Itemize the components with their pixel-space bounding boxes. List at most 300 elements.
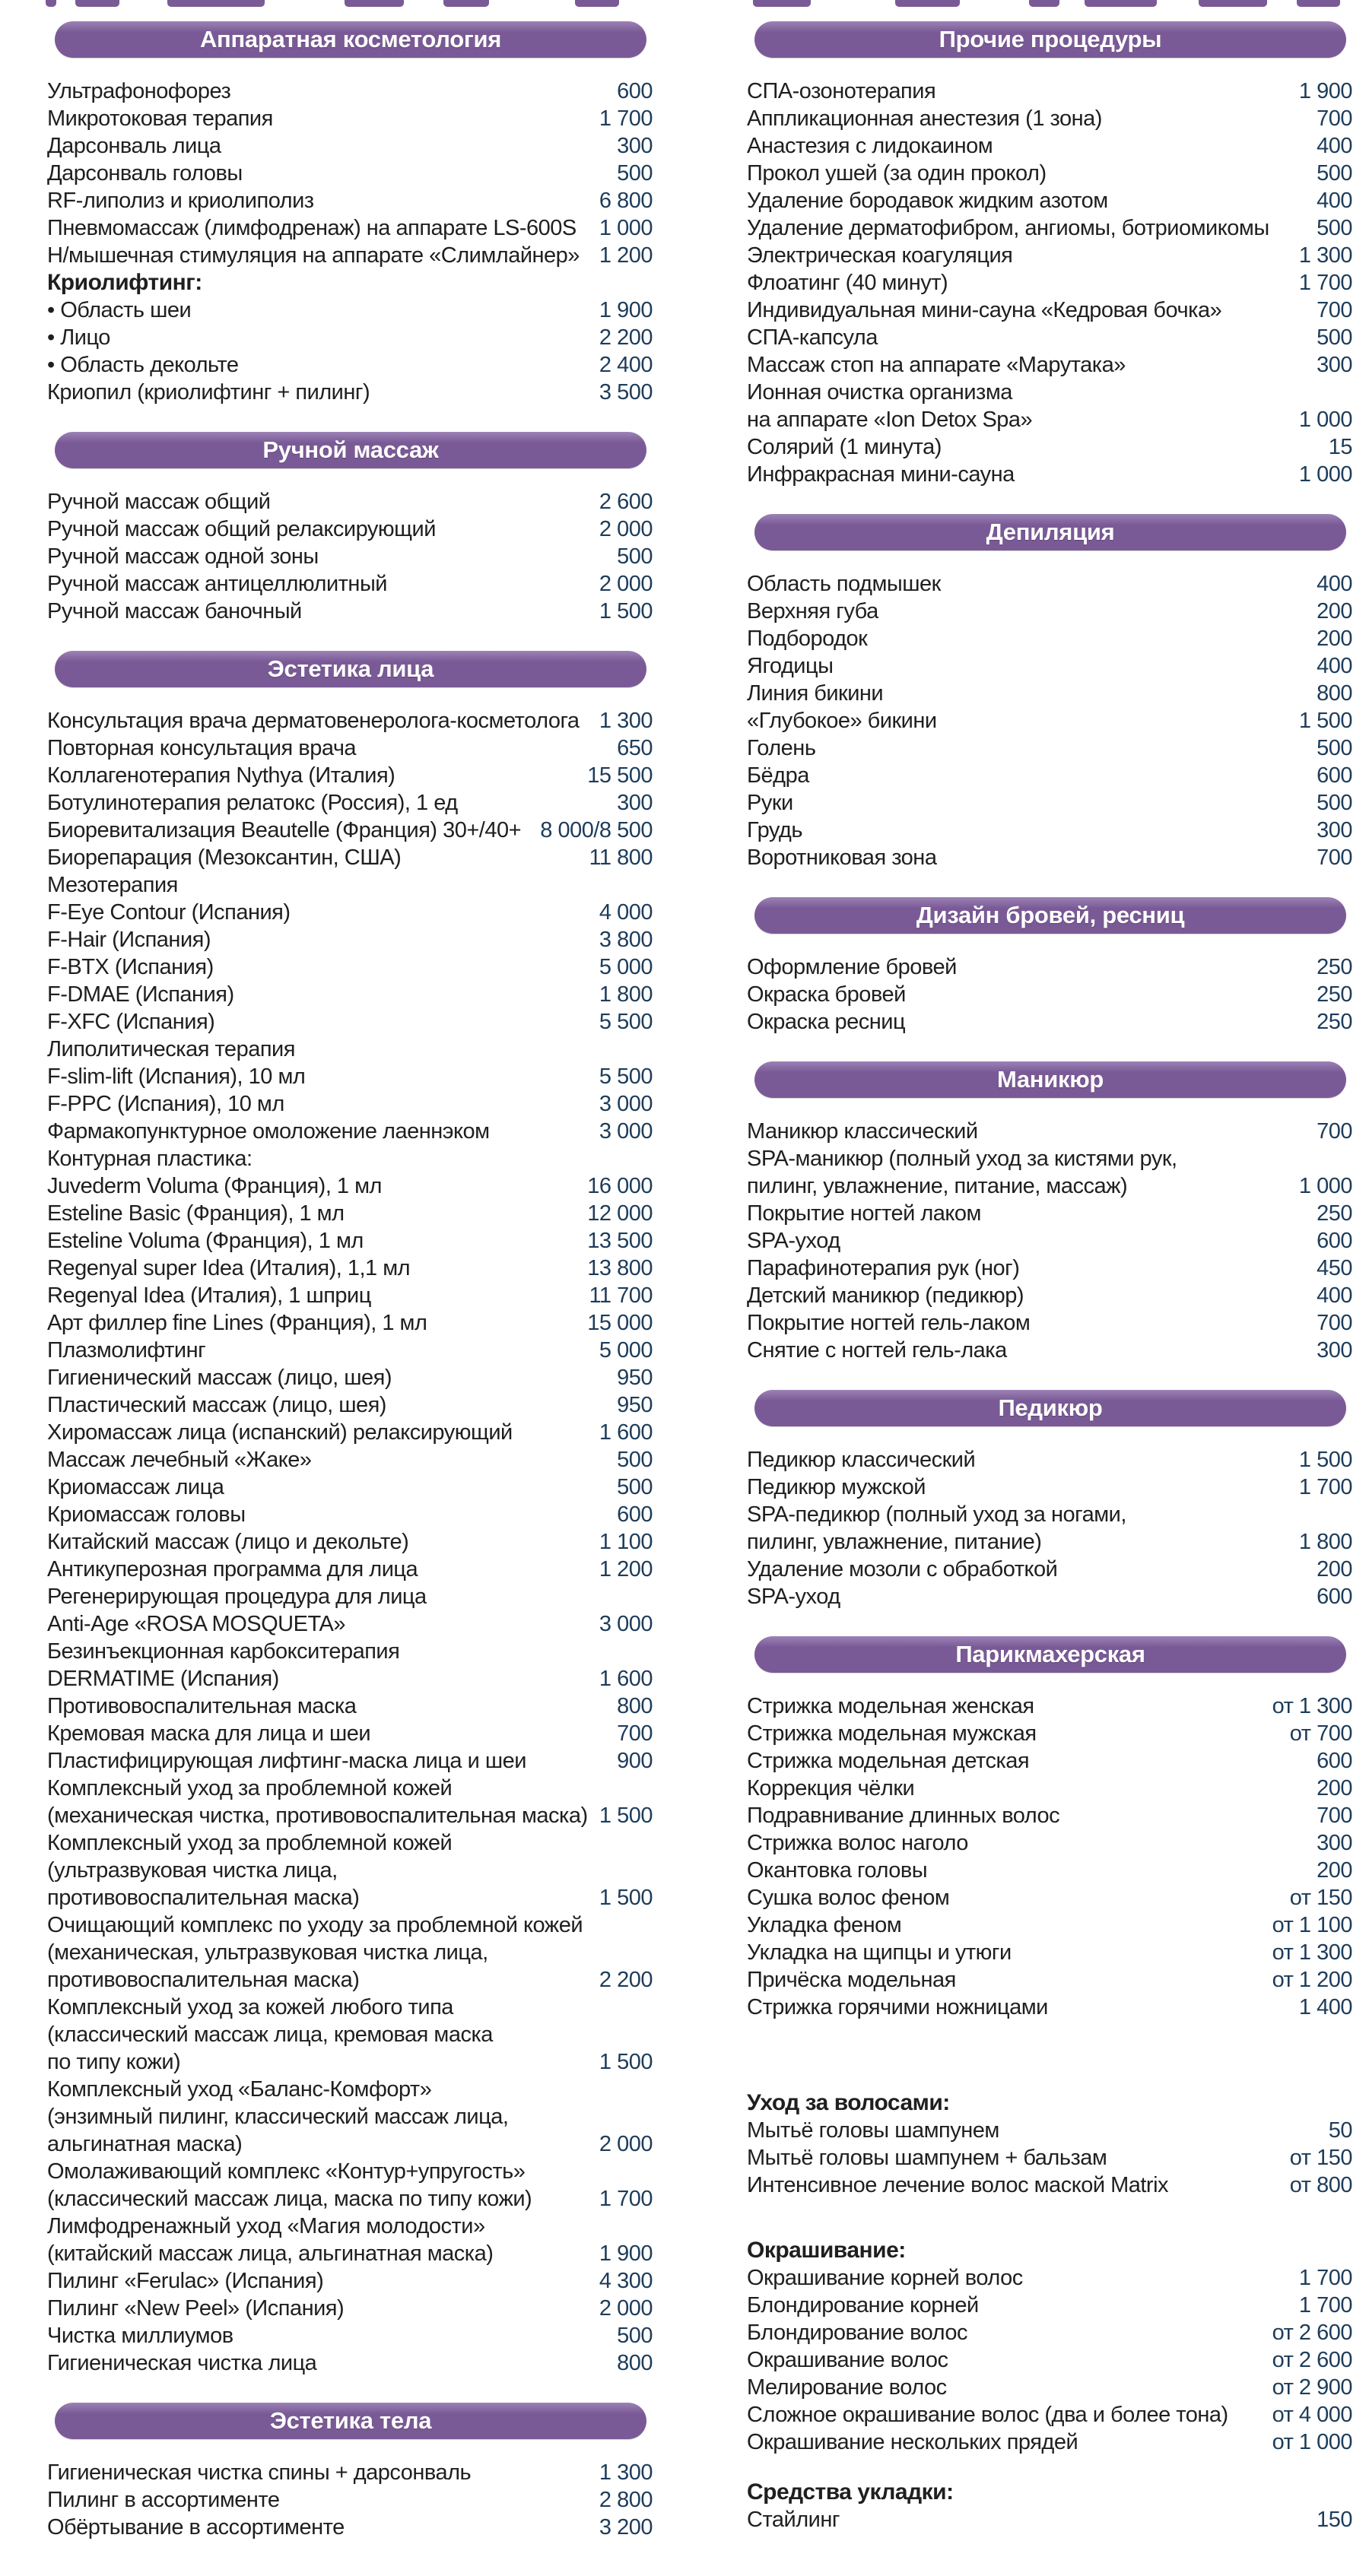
service-name: Regenyal Idea (Италия), 1 шприц (47, 1283, 371, 1308)
service-price: 300 (617, 791, 653, 815)
subheading-row (747, 2479, 1352, 2506)
price-row (47, 926, 653, 953)
price-row (47, 1610, 653, 1638)
service-name: Оформление бровей (747, 955, 957, 979)
price-row (47, 516, 653, 543)
price-row (47, 1391, 653, 1419)
service-name: Парафинотерапия рук (ног) (747, 1256, 1020, 1280)
price-row (747, 2172, 1352, 2199)
service-name: Ручной массаж баночный (47, 599, 302, 623)
service-price: 1 000 (1298, 1174, 1352, 1198)
price-row (47, 2240, 653, 2267)
service-name: Мелирование волос (747, 2375, 947, 2400)
price-row (747, 2374, 1352, 2401)
service-price: 1 800 (599, 982, 653, 1007)
section (747, 1390, 1352, 1610)
price-row (747, 1747, 1352, 1775)
service-price: 200 (1317, 1557, 1352, 1581)
section (747, 514, 1352, 871)
section-title: Депиляция (986, 519, 1115, 545)
price-row (47, 1884, 653, 1911)
price-row (47, 707, 653, 734)
service-name: СПА-озонотерапия (747, 79, 936, 103)
service-price: 600 (1317, 763, 1352, 788)
service-name: Стайлинг (747, 2508, 840, 2532)
service-price: от 4 000 (1272, 2403, 1352, 2427)
service-name: Хиромассаж лица (испанский) релаксирующий (47, 1420, 513, 1445)
service-price: 600 (1317, 1229, 1352, 1253)
service-name: Солярий (1 минута) (747, 435, 942, 459)
price-row (47, 1446, 653, 1474)
service-price: 500 (1317, 216, 1352, 240)
section-header (55, 432, 646, 468)
section-title: Педикюр (998, 1394, 1103, 1421)
service-name: Окрашивание корней волос (747, 2266, 1023, 2290)
service-name: Гигиеническая чистка спины + дарсонваль (47, 2460, 472, 2485)
price-row (47, 2459, 653, 2486)
price-row (747, 160, 1352, 187)
price-row (747, 1994, 1352, 2021)
service-price: 1 700 (1298, 2293, 1352, 2317)
service-price: 500 (617, 544, 653, 569)
service-name: Безинъекционная карбокситерапия (47, 1639, 400, 1664)
service-name: Массаж стоп на аппарате «Марутака» (747, 353, 1126, 377)
price-row (47, 1665, 653, 1692)
service-price: 1 700 (1298, 271, 1352, 295)
service-name: Биорепарация (Мезоксантин, США) (47, 845, 402, 870)
price-row (47, 1692, 653, 1720)
service-price: 1 500 (599, 2050, 653, 2074)
price-row (747, 1829, 1352, 1857)
price-row (47, 324, 653, 351)
price-row (47, 2267, 653, 2295)
service-name: Снятие с ногтей гель-лака (747, 1338, 1007, 1363)
price-row (47, 2514, 653, 2541)
price-row (47, 953, 653, 981)
price-row (747, 1172, 1352, 1200)
price-row (47, 297, 653, 324)
service-name: Комплексный уход за кожей любого типа (47, 1995, 453, 2019)
price-row (47, 2349, 653, 2377)
price-row (747, 2346, 1352, 2374)
service-price: 3 800 (599, 928, 653, 952)
service-name: Окрашивание волос (747, 2348, 948, 2372)
service-name: Педикюр классический (747, 1448, 976, 1472)
price-row (747, 132, 1352, 160)
price-row (747, 1720, 1352, 1747)
service-name: Укладка на щипцы и утюги (747, 1940, 1012, 1965)
service-name: Ботулинотерапия релатокс (Россия), 1 ед (47, 791, 458, 815)
service-price: 1 500 (599, 1886, 653, 1910)
service-price: 2 600 (599, 490, 653, 514)
price-row (747, 214, 1352, 242)
service-name: Плазмолифтинг (47, 1338, 206, 1363)
service-name: Гигиенический массаж (лицо, шея) (47, 1366, 392, 1390)
price-row (47, 1775, 653, 1802)
price-row (747, 2319, 1352, 2346)
service-name: (механическая, ультразвуковая чистка лица, (47, 1940, 488, 1965)
price-row (47, 789, 653, 817)
service-price: 1 900 (599, 298, 653, 322)
subheading-row (747, 2089, 1352, 2117)
service-name: Криомассаж лица (47, 1475, 224, 1499)
price-row (747, 762, 1352, 789)
section (747, 1061, 1352, 1364)
service-name: Ручной массаж общий (47, 490, 271, 514)
service-price: 2 200 (599, 325, 653, 350)
service-price: 300 (617, 134, 653, 158)
service-name: Окантовка головы (747, 1858, 928, 1883)
service-price: 2 000 (599, 2132, 653, 2156)
price-row (47, 132, 653, 160)
section (47, 651, 653, 2377)
service-price: 400 (1317, 1283, 1352, 1308)
price-row (747, 379, 1352, 406)
price-row (747, 1884, 1352, 1911)
service-name: RF-липолиз и криолиполиз (47, 189, 314, 213)
price-row (747, 1145, 1352, 1172)
service-name: на аппарате «Ion Detox Spa» (747, 408, 1033, 432)
price-row (747, 1802, 1352, 1829)
price-row (747, 406, 1352, 433)
service-name: Уход за волосами: (747, 2090, 950, 2115)
service-name: Электрическая коагуляция (747, 243, 1013, 268)
service-name: Индивидуальная мини-сауна «Кедровая бочка» (747, 298, 1222, 322)
price-row (747, 1966, 1352, 1994)
service-price: от 150 (1289, 2146, 1352, 2170)
service-price: 800 (1317, 681, 1352, 706)
price-row (747, 433, 1352, 461)
service-name: Прокол ушей (за один прокол) (747, 161, 1047, 186)
service-name: Блондирование волос (747, 2321, 968, 2345)
service-name: SPA-маникюр (полный уход за кистями рук, (747, 1147, 1177, 1171)
service-price: 2 000 (599, 2296, 653, 2321)
price-row (47, 2486, 653, 2514)
service-price: 16 000 (587, 1174, 653, 1198)
service-price: 950 (617, 1393, 653, 1417)
service-name: «Глубокое» бикини (747, 709, 937, 733)
service-name: F-slim-lift (Испания), 10 мл (47, 1064, 306, 1089)
section-header (754, 1636, 1346, 1673)
price-row (747, 78, 1352, 105)
price-row (747, 598, 1352, 625)
service-name: пилинг, увлажнение, питание) (747, 1530, 1042, 1554)
service-name: F-DMAE (Испания) (47, 982, 234, 1007)
price-row (47, 2185, 653, 2213)
price-row (47, 1036, 653, 1063)
price-row (47, 1556, 653, 1583)
service-name: Верхняя губа (747, 599, 878, 623)
service-price: 1 400 (1298, 1995, 1352, 2019)
cut-bar-fragment (443, 0, 489, 7)
service-price: 300 (1317, 818, 1352, 842)
service-name: Ультрафонофорез (47, 79, 231, 103)
service-name: Стрижка модельная мужская (747, 1721, 1037, 1746)
service-name: Повторная консультация врача (47, 736, 357, 760)
service-price: 3 200 (599, 2515, 653, 2540)
price-row (47, 1857, 653, 1884)
subheading-row (747, 2237, 1352, 2264)
page-top-cut-bars (0, 0, 1369, 9)
cut-bar-fragment (1029, 0, 1059, 7)
service-name: Лимфодренажный уход «Магия молодости» (47, 2214, 485, 2238)
service-price: 1 900 (599, 2241, 653, 2266)
service-price: 1 300 (1298, 243, 1352, 268)
price-row (747, 1337, 1352, 1364)
service-price: от 1 100 (1272, 1913, 1352, 1937)
service-name: Стрижка модельная женская (747, 1694, 1034, 1718)
price-row (47, 734, 653, 762)
service-price: 200 (1317, 1776, 1352, 1800)
price-row (747, 844, 1352, 871)
service-name: Anti-Age «ROSA MOSQUETA» (47, 1612, 345, 1636)
price-row (47, 1474, 653, 1501)
service-name: Удаление мозоли с обработкой (747, 1557, 1058, 1581)
section-title: Прочие процедуры (939, 26, 1162, 52)
price-row (747, 1446, 1352, 1474)
price-row (47, 871, 653, 899)
price-row (47, 1720, 653, 1747)
price-row (47, 1747, 653, 1775)
section-title: Аппаратная косметология (199, 26, 502, 52)
service-price: 250 (1317, 1010, 1352, 1034)
price-row (47, 2158, 653, 2185)
price-row (747, 461, 1352, 488)
service-name: Пилинг в ассортименте (47, 2488, 280, 2512)
service-price: 700 (617, 1721, 653, 1746)
service-name: Комплексный уход «Баланс-Комфорт» (47, 2077, 432, 2102)
service-price: 600 (1317, 1749, 1352, 1773)
service-name: Грудь (747, 818, 802, 842)
price-row (747, 1528, 1352, 1556)
price-row (747, 707, 1352, 734)
service-name: альгинатная маска) (47, 2132, 243, 2156)
service-price: 1 000 (1298, 462, 1352, 487)
service-name: Подравнивание длинных волос (747, 1804, 1060, 1828)
price-row (47, 1282, 653, 1309)
service-name: Regenyal super Idea (Италия), 1,1 мл (47, 1256, 411, 1280)
service-name: Детский маникюр (педикюр) (747, 1283, 1024, 1308)
service-price: 500 (617, 161, 653, 186)
service-name: (ультразвуковая чистка лица, (47, 1858, 338, 1883)
service-price: от 2 900 (1272, 2375, 1352, 2400)
price-row (47, 598, 653, 625)
cut-bar-fragment (575, 0, 619, 7)
service-name: Ручной массаж общий релаксирующий (47, 517, 436, 541)
cut-bar-fragment (1085, 0, 1157, 7)
service-name: Esteline Voluma (Франция), 1 мл (47, 1229, 364, 1253)
price-row (747, 2117, 1352, 2144)
service-name: Сушка волос феном (747, 1886, 950, 1910)
service-price: 600 (617, 1502, 653, 1527)
service-name: • Лицо (47, 325, 110, 350)
service-name: Микротоковая терапия (47, 106, 273, 131)
price-row (47, 379, 653, 406)
cut-bar-fragment (1199, 0, 1267, 7)
service-price: 1 200 (599, 243, 653, 268)
cut-bar-fragment (1297, 0, 1340, 7)
price-row (747, 2506, 1352, 2533)
service-name: Пневмомассаж (лимфодренаж) на аппарате LS-600S (47, 216, 577, 240)
service-price: 3 000 (599, 1119, 653, 1144)
price-row (47, 78, 653, 105)
price-row (747, 1118, 1352, 1145)
service-price: 13 500 (587, 1229, 653, 1253)
service-price: 1 200 (599, 1557, 653, 1581)
service-price: 300 (1317, 353, 1352, 377)
service-name: Средства укладки: (747, 2479, 954, 2505)
price-row (47, 2076, 653, 2103)
price-row (747, 817, 1352, 844)
service-price: 2 000 (599, 572, 653, 596)
service-price: 700 (1317, 106, 1352, 131)
service-price: 8 000/8 500 (540, 818, 653, 842)
section-header (55, 2403, 646, 2439)
service-price: 5 500 (599, 1010, 653, 1034)
service-name: Пластический массаж (лицо, шея) (47, 1393, 386, 1417)
service-price: 650 (617, 736, 653, 760)
service-name: Криолифтинг: (47, 270, 202, 295)
service-price: 800 (617, 2351, 653, 2375)
service-price: 250 (1317, 955, 1352, 979)
price-row (47, 817, 653, 844)
service-name: Омолаживающий комплекс «Контур+упругость» (47, 2159, 526, 2184)
service-name: Ягодицы (747, 654, 834, 678)
service-price: 15 500 (587, 763, 653, 788)
service-price: 200 (1317, 1858, 1352, 1883)
service-price: 1 500 (1298, 709, 1352, 733)
price-row (47, 1364, 653, 1391)
price-row (47, 1994, 653, 2021)
service-price: 450 (1317, 1256, 1352, 1280)
service-name: Коррекция чёлки (747, 1776, 915, 1800)
service-name: Мытьё головы шампунем + бальзам (747, 2146, 1107, 2170)
service-price: 400 (1317, 572, 1352, 596)
service-price: от 700 (1289, 1721, 1352, 1746)
service-price: 1 900 (1298, 79, 1352, 103)
price-row (747, 2428, 1352, 2456)
service-price: 1 300 (599, 709, 653, 733)
price-row (747, 625, 1352, 652)
price-row (747, 2401, 1352, 2428)
service-name: • Область шеи (47, 298, 192, 322)
service-name: Голень (747, 736, 816, 760)
section (47, 432, 653, 625)
service-name: Коллагенотерапия Nythya (Италия) (47, 763, 395, 788)
service-name: Окрашивание: (747, 2238, 906, 2263)
service-name: Фармакопунктурное омоложение лаеннэком (47, 1119, 490, 1144)
price-row (747, 1200, 1352, 1227)
service-price: 6 800 (599, 189, 653, 213)
price-row (747, 789, 1352, 817)
service-name: Инфракрасная мини-сауна (747, 462, 1015, 487)
service-price: от 1 300 (1272, 1940, 1352, 1965)
price-row (47, 488, 653, 516)
price-row (47, 844, 653, 871)
service-name: Окраска бровей (747, 982, 906, 1007)
price-row (47, 1911, 653, 1939)
service-name: Контурная пластика: (47, 1147, 253, 1171)
service-name: пилинг, увлажнение, питание, массаж) (747, 1174, 1128, 1198)
service-name: F-BTX (Испания) (47, 955, 214, 979)
section-title: Эстетика тела (269, 2407, 432, 2434)
service-price: 1 600 (599, 1420, 653, 1445)
price-row (47, 1939, 653, 1966)
price-row (747, 734, 1352, 762)
service-price: 500 (1317, 736, 1352, 760)
service-price: 50 (1328, 2118, 1352, 2143)
service-price: 500 (617, 2324, 653, 2348)
price-row (747, 1775, 1352, 1802)
price-row (747, 1911, 1352, 1939)
service-name: (классический массаж лица, маска по типу кожи) (47, 2187, 532, 2211)
service-name: SPA-уход (747, 1229, 840, 1253)
price-row (747, 269, 1352, 297)
column-left (47, 21, 653, 2541)
service-price: 1 300 (599, 2460, 653, 2485)
service-name: Анастезия с лидокаином (747, 134, 993, 158)
price-row (47, 1966, 653, 1994)
price-row (47, 242, 653, 269)
service-name: Китайский массаж (лицо и декольте) (47, 1530, 409, 1554)
service-name: Пилинг «New Peel» (Испания) (47, 2296, 345, 2321)
service-price: 1 700 (1298, 1475, 1352, 1499)
service-name: Аппликационная анестезия (1 зона) (747, 106, 1102, 131)
cut-bar-fragment (75, 0, 119, 7)
price-row (47, 1200, 653, 1227)
service-name: Укладка феном (747, 1913, 902, 1937)
service-name: • Область декольте (47, 353, 239, 377)
price-row (747, 1556, 1352, 1583)
service-price: 11 800 (589, 845, 653, 870)
service-name: Н/мышечная стимуляция на аппарате «Слимлайнер» (47, 243, 580, 268)
service-name: Руки (747, 791, 793, 815)
service-name: Комплексный уход за проблемной кожей (47, 1831, 453, 1855)
price-row (47, 1501, 653, 1528)
service-price: 700 (1317, 845, 1352, 870)
price-row (47, 981, 653, 1008)
service-name: Мезотерапия (47, 873, 178, 897)
price-row (47, 543, 653, 570)
price-row (47, 351, 653, 379)
service-name: Липолитическая терапия (47, 1037, 295, 1061)
service-name: Сложное окрашивание волос (два и более тона) (747, 2403, 1228, 2427)
service-price: 600 (1317, 1585, 1352, 1609)
service-price: 800 (617, 1694, 653, 1718)
service-price: 15 (1328, 435, 1352, 459)
service-price: 2 200 (599, 1968, 653, 1992)
service-price: от 1 300 (1272, 1694, 1352, 1718)
price-row (747, 297, 1352, 324)
price-row (47, 1337, 653, 1364)
service-name: Консультация врача дерматовенеролога-косметолога (47, 709, 580, 733)
price-row (47, 1008, 653, 1036)
service-name: Блондирование корней (747, 2293, 979, 2317)
service-price: 950 (617, 1366, 653, 1390)
service-name: Juvederm Voluma (Франция), 1 мл (47, 1174, 382, 1198)
service-name: Криопил (криолифтинг + пилинг) (47, 380, 370, 404)
section-header (55, 651, 646, 687)
service-name: SPA-уход (747, 1585, 840, 1609)
service-name: Причёска модельная (747, 1968, 956, 1992)
service-name: Esteline Basic (Франция), 1 мл (47, 1201, 345, 1226)
price-row (47, 1172, 653, 1200)
section-title: Парикмахерская (955, 1641, 1145, 1667)
service-price: от 1 000 (1272, 2430, 1352, 2454)
service-price: 1 500 (599, 599, 653, 623)
service-price: 200 (1317, 599, 1352, 623)
price-row (47, 1118, 653, 1145)
